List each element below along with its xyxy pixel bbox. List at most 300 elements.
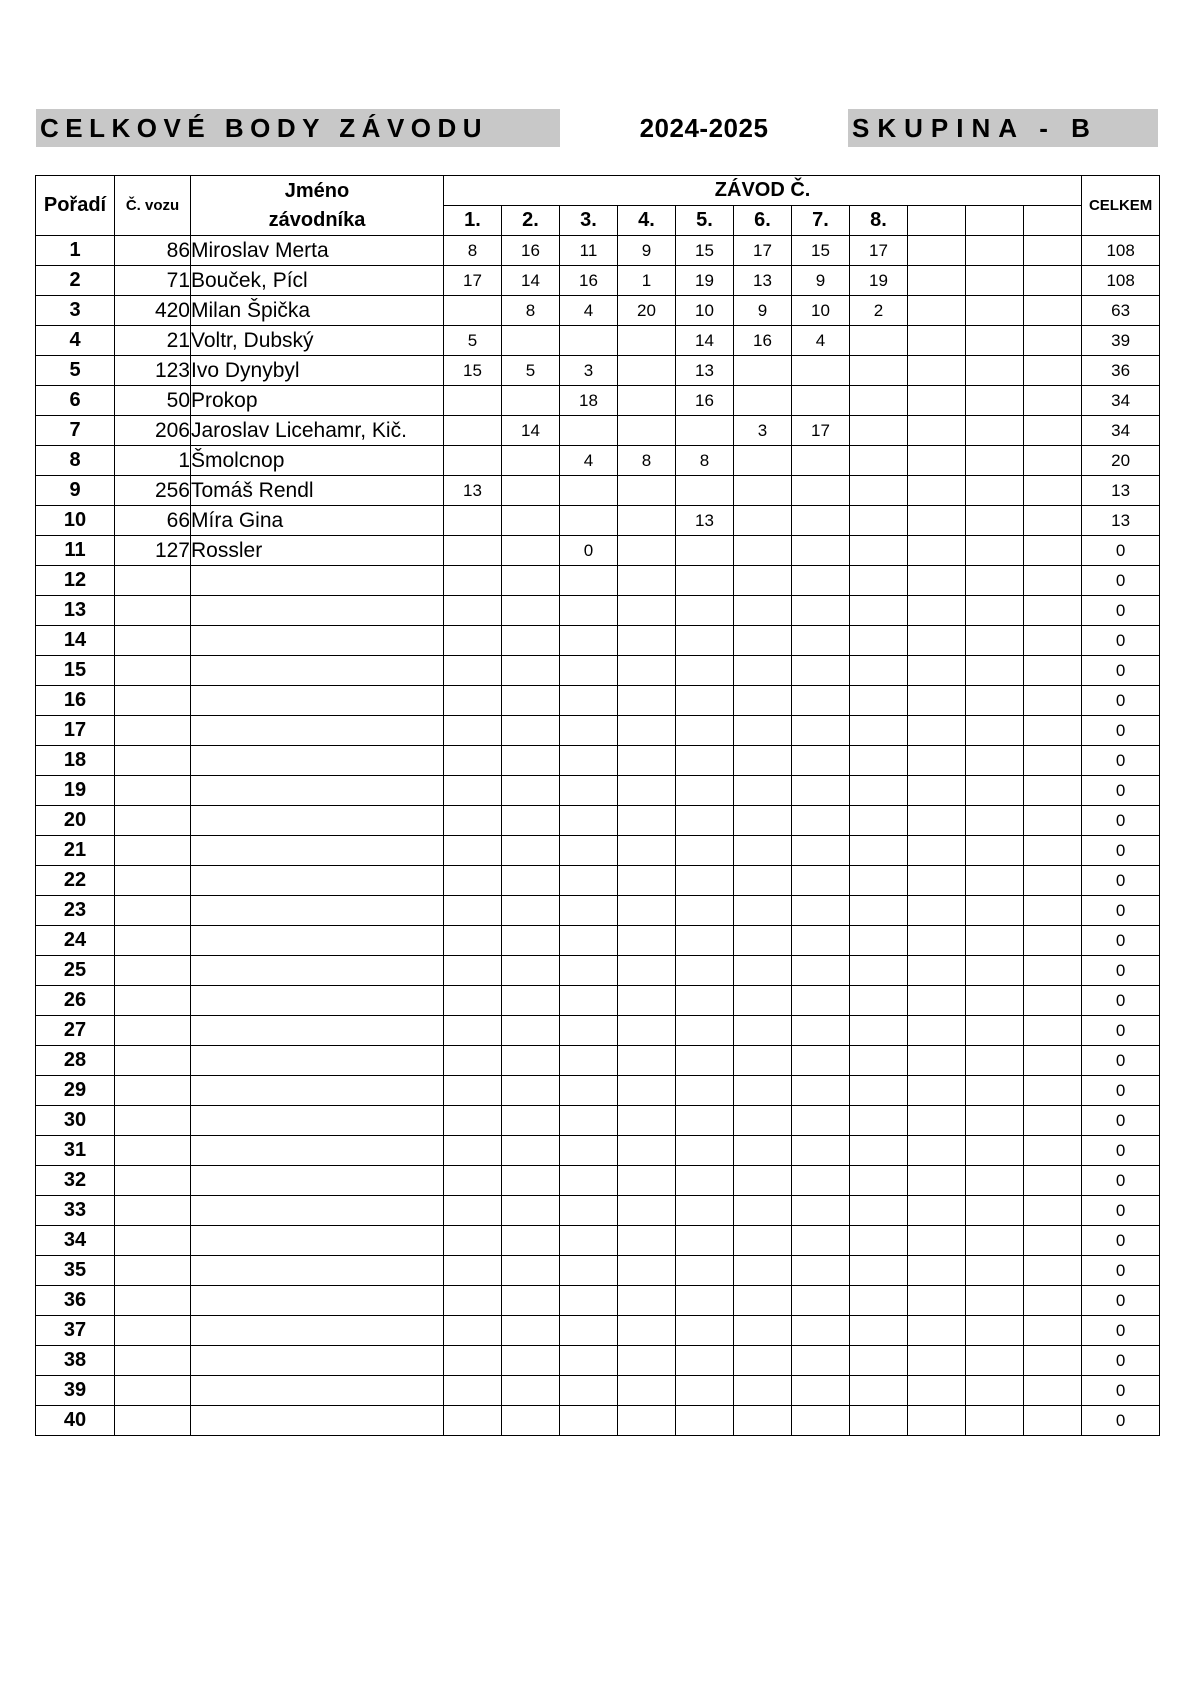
race-points-cell: 9 bbox=[734, 296, 792, 326]
race-points-cell bbox=[1024, 386, 1082, 416]
race-points-cell bbox=[1024, 746, 1082, 776]
race-points-cell: 17 bbox=[734, 236, 792, 266]
race-points-cell bbox=[734, 956, 792, 986]
car-number-cell bbox=[115, 1076, 191, 1106]
race-points-cell: 4 bbox=[560, 446, 618, 476]
race-points-cell bbox=[1024, 1106, 1082, 1136]
race-points-cell bbox=[1024, 296, 1082, 326]
table-row bbox=[36, 296, 1160, 326]
race-points-cell bbox=[850, 536, 908, 566]
race-points-cell bbox=[676, 1196, 734, 1226]
rank-cell: 22 bbox=[36, 866, 115, 896]
race-points-cell bbox=[966, 266, 1024, 296]
table-row bbox=[36, 776, 1160, 806]
race-points-cell bbox=[618, 356, 676, 386]
total-points-cell: 0 bbox=[1082, 896, 1160, 926]
header-row-1 bbox=[36, 176, 1160, 206]
table-row bbox=[36, 506, 1160, 536]
race-number-header bbox=[908, 206, 966, 236]
race-points-cell bbox=[966, 1256, 1024, 1286]
car-number-cell: 206 bbox=[115, 416, 191, 446]
driver-name-cell: Bouček, Pícl bbox=[191, 266, 444, 296]
race-points-cell bbox=[850, 926, 908, 956]
table-row bbox=[36, 236, 1160, 266]
race-points-cell bbox=[444, 1046, 502, 1076]
rank-cell: 2 bbox=[36, 266, 115, 296]
race-points-cell bbox=[676, 1406, 734, 1436]
race-points-cell: 18 bbox=[560, 386, 618, 416]
total-points-cell: 0 bbox=[1082, 686, 1160, 716]
race-number-header: 6. bbox=[734, 206, 792, 236]
race-points-cell bbox=[560, 746, 618, 776]
race-points-cell bbox=[850, 1076, 908, 1106]
race-points-cell bbox=[966, 536, 1024, 566]
race-points-cell bbox=[908, 1136, 966, 1166]
driver-name-cell bbox=[191, 596, 444, 626]
race-points-cell bbox=[966, 1196, 1024, 1226]
race-points-cell bbox=[502, 1406, 560, 1436]
table-row bbox=[36, 866, 1160, 896]
driver-name-cell bbox=[191, 896, 444, 926]
race-points-cell bbox=[560, 626, 618, 656]
driver-name-cell: Voltr, Dubský bbox=[191, 326, 444, 356]
race-points-cell bbox=[850, 1286, 908, 1316]
race-points-cell bbox=[792, 1016, 850, 1046]
race-points-cell bbox=[560, 656, 618, 686]
race-points-cell bbox=[908, 986, 966, 1016]
race-points-cell bbox=[966, 866, 1024, 896]
race-points-cell bbox=[1024, 1166, 1082, 1196]
race-number-header: 7. bbox=[792, 206, 850, 236]
column-header-name bbox=[191, 176, 444, 236]
race-points-cell bbox=[444, 1196, 502, 1226]
race-points-cell bbox=[734, 1346, 792, 1376]
race-points-cell bbox=[1024, 506, 1082, 536]
race-points-cell bbox=[734, 596, 792, 626]
race-points-cell bbox=[502, 1166, 560, 1196]
total-points-cell: 0 bbox=[1082, 1166, 1160, 1196]
race-points-cell bbox=[792, 776, 850, 806]
race-points-cell bbox=[792, 956, 850, 986]
car-number-cell bbox=[115, 1136, 191, 1166]
total-points-cell: 0 bbox=[1082, 986, 1160, 1016]
race-points-cell bbox=[502, 746, 560, 776]
race-points-cell bbox=[908, 1196, 966, 1226]
total-points-cell: 0 bbox=[1082, 836, 1160, 866]
car-number-cell bbox=[115, 956, 191, 986]
column-header-name-line2: závodníka bbox=[268, 208, 366, 231]
race-points-cell bbox=[618, 656, 676, 686]
race-points-cell bbox=[908, 326, 966, 356]
race-points-cell bbox=[618, 626, 676, 656]
rank-cell: 15 bbox=[36, 656, 115, 686]
race-points-cell bbox=[676, 836, 734, 866]
race-points-cell bbox=[1024, 896, 1082, 926]
race-points-cell bbox=[502, 446, 560, 476]
driver-name-cell bbox=[191, 1196, 444, 1226]
race-points-cell bbox=[850, 416, 908, 446]
race-points-cell bbox=[502, 1046, 560, 1076]
race-points-cell bbox=[850, 656, 908, 686]
race-points-cell bbox=[560, 1346, 618, 1376]
race-points-cell bbox=[618, 536, 676, 566]
rank-cell: 26 bbox=[36, 986, 115, 1016]
table-row bbox=[36, 536, 1160, 566]
total-points-cell: 20 bbox=[1082, 446, 1160, 476]
race-points-cell bbox=[792, 536, 850, 566]
race-points-cell bbox=[792, 1346, 850, 1376]
race-points-cell bbox=[560, 986, 618, 1016]
race-points-cell bbox=[908, 1106, 966, 1136]
rank-cell: 1 bbox=[36, 236, 115, 266]
race-points-cell bbox=[908, 596, 966, 626]
table-row bbox=[36, 896, 1160, 926]
table-row bbox=[36, 1106, 1160, 1136]
race-points-cell bbox=[966, 1286, 1024, 1316]
race-points-cell bbox=[792, 1406, 850, 1436]
race-points-cell bbox=[676, 1046, 734, 1076]
race-points-cell bbox=[676, 896, 734, 926]
race-points-cell bbox=[1024, 566, 1082, 596]
car-number-cell: 66 bbox=[115, 506, 191, 536]
race-points-cell bbox=[676, 596, 734, 626]
race-points-cell bbox=[792, 686, 850, 716]
race-points-cell bbox=[966, 956, 1024, 986]
race-points-cell bbox=[676, 1076, 734, 1106]
race-points-cell bbox=[792, 806, 850, 836]
total-points-cell: 0 bbox=[1082, 1406, 1160, 1436]
driver-name-cell: Tomáš Rendl bbox=[191, 476, 444, 506]
car-number-cell: 123 bbox=[115, 356, 191, 386]
race-points-cell bbox=[792, 476, 850, 506]
total-points-cell: 0 bbox=[1082, 1136, 1160, 1166]
race-points-cell bbox=[966, 1226, 1024, 1256]
race-points-cell bbox=[908, 296, 966, 326]
race-points-cell bbox=[502, 1196, 560, 1226]
race-points-cell bbox=[792, 926, 850, 956]
race-points-cell bbox=[676, 1016, 734, 1046]
race-points-cell bbox=[966, 1076, 1024, 1106]
race-points-cell bbox=[502, 836, 560, 866]
table-row bbox=[36, 1196, 1160, 1226]
race-points-cell bbox=[560, 1076, 618, 1106]
driver-name-cell: Miroslav Merta bbox=[191, 236, 444, 266]
race-points-cell bbox=[502, 896, 560, 926]
driver-name-cell bbox=[191, 1346, 444, 1376]
race-points-cell bbox=[850, 1106, 908, 1136]
race-points-cell bbox=[560, 566, 618, 596]
race-points-cell bbox=[734, 656, 792, 686]
driver-name-cell: Milan Špička bbox=[191, 296, 444, 326]
race-points-cell bbox=[908, 656, 966, 686]
race-points-cell bbox=[908, 536, 966, 566]
race-points-cell bbox=[444, 836, 502, 866]
table-row bbox=[36, 1046, 1160, 1076]
race-points-cell: 20 bbox=[618, 296, 676, 326]
race-points-cell bbox=[1024, 326, 1082, 356]
race-points-cell bbox=[1024, 536, 1082, 566]
race-points-cell bbox=[792, 566, 850, 596]
race-points-cell bbox=[908, 236, 966, 266]
total-points-cell: 0 bbox=[1082, 1226, 1160, 1256]
race-points-cell bbox=[908, 1316, 966, 1346]
table-row bbox=[36, 956, 1160, 986]
race-points-cell bbox=[444, 1376, 502, 1406]
race-points-cell bbox=[734, 1406, 792, 1436]
driver-name-cell bbox=[191, 746, 444, 776]
driver-name-cell bbox=[191, 1016, 444, 1046]
rank-cell: 11 bbox=[36, 536, 115, 566]
race-points-cell bbox=[502, 476, 560, 506]
table-row bbox=[36, 1316, 1160, 1346]
race-points-cell bbox=[618, 386, 676, 416]
race-points-cell bbox=[560, 956, 618, 986]
race-points-cell: 8 bbox=[618, 446, 676, 476]
race-points-cell bbox=[966, 806, 1024, 836]
total-points-cell: 0 bbox=[1082, 1076, 1160, 1106]
race-points-cell bbox=[444, 296, 502, 326]
race-points-cell bbox=[444, 596, 502, 626]
race-points-cell bbox=[908, 1016, 966, 1046]
race-points-cell bbox=[560, 476, 618, 506]
race-points-cell bbox=[792, 1166, 850, 1196]
race-points-cell: 14 bbox=[502, 416, 560, 446]
car-number-cell bbox=[115, 1256, 191, 1286]
race-points-cell bbox=[618, 1256, 676, 1286]
race-points-cell: 9 bbox=[618, 236, 676, 266]
race-number-header: 2. bbox=[502, 206, 560, 236]
table-row bbox=[36, 1166, 1160, 1196]
car-number-cell bbox=[115, 836, 191, 866]
race-points-cell bbox=[618, 1346, 676, 1376]
race-points-cell bbox=[908, 1046, 966, 1076]
race-points-cell bbox=[618, 1046, 676, 1076]
rank-cell: 8 bbox=[36, 446, 115, 476]
car-number-cell bbox=[115, 746, 191, 776]
race-points-cell bbox=[502, 956, 560, 986]
race-points-cell bbox=[734, 896, 792, 926]
race-points-cell bbox=[908, 1346, 966, 1376]
driver-name-cell bbox=[191, 1136, 444, 1166]
race-points-cell bbox=[1024, 1196, 1082, 1226]
driver-name-cell bbox=[191, 1046, 444, 1076]
race-points-cell bbox=[502, 716, 560, 746]
driver-name-cell bbox=[191, 1166, 444, 1196]
race-points-cell bbox=[502, 926, 560, 956]
table-row bbox=[36, 386, 1160, 416]
race-points-cell bbox=[850, 566, 908, 596]
race-points-cell bbox=[966, 926, 1024, 956]
race-points-cell bbox=[792, 1376, 850, 1406]
total-points-cell: 0 bbox=[1082, 716, 1160, 746]
race-points-cell bbox=[966, 596, 1024, 626]
rank-cell: 25 bbox=[36, 956, 115, 986]
table-row bbox=[36, 1016, 1160, 1046]
race-points-cell bbox=[502, 1106, 560, 1136]
rank-cell: 30 bbox=[36, 1106, 115, 1136]
race-points-cell: 1 bbox=[618, 266, 676, 296]
car-number-cell: 420 bbox=[115, 296, 191, 326]
race-points-cell bbox=[850, 956, 908, 986]
total-points-cell: 108 bbox=[1082, 266, 1160, 296]
race-number-header: 4. bbox=[618, 206, 676, 236]
driver-name-cell bbox=[191, 1106, 444, 1136]
race-points-cell bbox=[966, 626, 1024, 656]
race-points-cell bbox=[966, 746, 1024, 776]
car-number-cell bbox=[115, 716, 191, 746]
race-points-cell bbox=[966, 1316, 1024, 1346]
race-number-header: 1. bbox=[444, 206, 502, 236]
rank-cell: 31 bbox=[36, 1136, 115, 1166]
race-points-cell bbox=[444, 656, 502, 686]
race-points-cell bbox=[618, 866, 676, 896]
group-label: SKUPINA - B bbox=[852, 113, 1098, 143]
race-points-cell bbox=[560, 506, 618, 536]
total-points-cell: 0 bbox=[1082, 536, 1160, 566]
race-points-cell bbox=[1024, 986, 1082, 1016]
race-points-cell bbox=[850, 1166, 908, 1196]
race-points-cell bbox=[444, 446, 502, 476]
rank-cell: 18 bbox=[36, 746, 115, 776]
race-points-cell bbox=[734, 356, 792, 386]
race-points-cell bbox=[792, 1136, 850, 1166]
race-points-cell bbox=[560, 1226, 618, 1256]
driver-name-cell bbox=[191, 806, 444, 836]
total-points-cell: 0 bbox=[1082, 626, 1160, 656]
race-points-cell bbox=[734, 1106, 792, 1136]
race-points-cell: 15 bbox=[676, 236, 734, 266]
race-points-cell bbox=[966, 986, 1024, 1016]
race-points-cell bbox=[444, 1016, 502, 1046]
rank-cell: 38 bbox=[36, 1346, 115, 1376]
table-row bbox=[36, 1286, 1160, 1316]
race-points-cell bbox=[676, 806, 734, 836]
race-points-cell bbox=[618, 1286, 676, 1316]
table-row bbox=[36, 326, 1160, 356]
race-points-cell bbox=[502, 806, 560, 836]
race-points-cell bbox=[560, 776, 618, 806]
race-points-cell bbox=[676, 986, 734, 1016]
race-points-cell bbox=[444, 626, 502, 656]
race-points-cell bbox=[676, 746, 734, 776]
race-points-cell bbox=[618, 746, 676, 776]
race-points-cell bbox=[676, 656, 734, 686]
table-row bbox=[36, 356, 1160, 386]
race-points-cell bbox=[850, 1316, 908, 1346]
table-row bbox=[36, 1136, 1160, 1166]
table-row bbox=[36, 716, 1160, 746]
race-points-cell bbox=[792, 506, 850, 536]
race-points-cell bbox=[676, 536, 734, 566]
race-points-cell bbox=[618, 416, 676, 446]
race-points-cell bbox=[734, 1016, 792, 1046]
total-points-cell: 39 bbox=[1082, 326, 1160, 356]
table-row bbox=[36, 476, 1160, 506]
race-points-cell bbox=[850, 1136, 908, 1166]
race-points-cell bbox=[1024, 1136, 1082, 1166]
car-number-cell bbox=[115, 1016, 191, 1046]
race-points-cell bbox=[502, 386, 560, 416]
race-points-cell bbox=[444, 1166, 502, 1196]
race-points-cell bbox=[1024, 1316, 1082, 1346]
rank-cell: 7 bbox=[36, 416, 115, 446]
table-row bbox=[36, 926, 1160, 956]
race-points-cell bbox=[1024, 776, 1082, 806]
race-points-cell bbox=[734, 1166, 792, 1196]
race-points-cell bbox=[908, 1076, 966, 1106]
race-points-cell bbox=[966, 656, 1024, 686]
total-points-cell: 0 bbox=[1082, 1046, 1160, 1076]
race-points-cell: 13 bbox=[676, 356, 734, 386]
race-points-cell bbox=[1024, 806, 1082, 836]
car-number-cell bbox=[115, 1166, 191, 1196]
total-points-cell: 13 bbox=[1082, 506, 1160, 536]
race-points-cell bbox=[502, 566, 560, 596]
race-points-cell bbox=[502, 986, 560, 1016]
race-points-cell bbox=[618, 1106, 676, 1136]
driver-name-cell bbox=[191, 686, 444, 716]
column-header-race: ZÁVOD Č. bbox=[444, 176, 1082, 206]
race-points-cell bbox=[966, 686, 1024, 716]
race-points-cell bbox=[908, 776, 966, 806]
driver-name-cell bbox=[191, 1376, 444, 1406]
table-row bbox=[36, 1346, 1160, 1376]
race-points-cell bbox=[444, 866, 502, 896]
race-points-cell bbox=[734, 626, 792, 656]
column-header-car: Č. vozu bbox=[115, 176, 191, 236]
car-number-cell bbox=[115, 1346, 191, 1376]
race-points-cell bbox=[444, 806, 502, 836]
race-points-cell bbox=[502, 686, 560, 716]
race-points-cell bbox=[908, 356, 966, 386]
race-points-cell bbox=[850, 1196, 908, 1226]
car-number-cell bbox=[115, 806, 191, 836]
driver-name-cell: Jaroslav Licehamr, Kič. bbox=[191, 416, 444, 446]
race-points-cell bbox=[502, 866, 560, 896]
race-points-cell bbox=[618, 1376, 676, 1406]
table-row bbox=[36, 266, 1160, 296]
race-points-cell bbox=[676, 1286, 734, 1316]
race-points-cell bbox=[1024, 1226, 1082, 1256]
race-points-cell: 10 bbox=[792, 296, 850, 326]
race-points-cell bbox=[676, 1166, 734, 1196]
race-points-cell bbox=[444, 506, 502, 536]
race-points-cell bbox=[1024, 1406, 1082, 1436]
car-number-cell bbox=[115, 1046, 191, 1076]
race-points-cell bbox=[908, 926, 966, 956]
rank-cell: 35 bbox=[36, 1256, 115, 1286]
race-points-cell bbox=[502, 1136, 560, 1166]
total-points-cell: 0 bbox=[1082, 656, 1160, 686]
race-points-cell: 8 bbox=[676, 446, 734, 476]
car-number-cell bbox=[115, 686, 191, 716]
car-number-cell: 1 bbox=[115, 446, 191, 476]
table-row bbox=[36, 986, 1160, 1016]
driver-name-cell bbox=[191, 656, 444, 686]
page-title: CELKOVÉ BODY ZÁVODU bbox=[40, 113, 489, 143]
driver-name-cell bbox=[191, 1076, 444, 1106]
race-points-cell bbox=[560, 836, 618, 866]
race-points-cell bbox=[734, 566, 792, 596]
race-points-cell: 14 bbox=[502, 266, 560, 296]
race-points-cell bbox=[560, 1016, 618, 1046]
race-points-cell bbox=[792, 1226, 850, 1256]
rank-cell: 21 bbox=[36, 836, 115, 866]
race-points-cell bbox=[850, 446, 908, 476]
total-points-cell: 0 bbox=[1082, 1106, 1160, 1136]
car-number-cell bbox=[115, 1376, 191, 1406]
race-points-cell bbox=[908, 1406, 966, 1436]
